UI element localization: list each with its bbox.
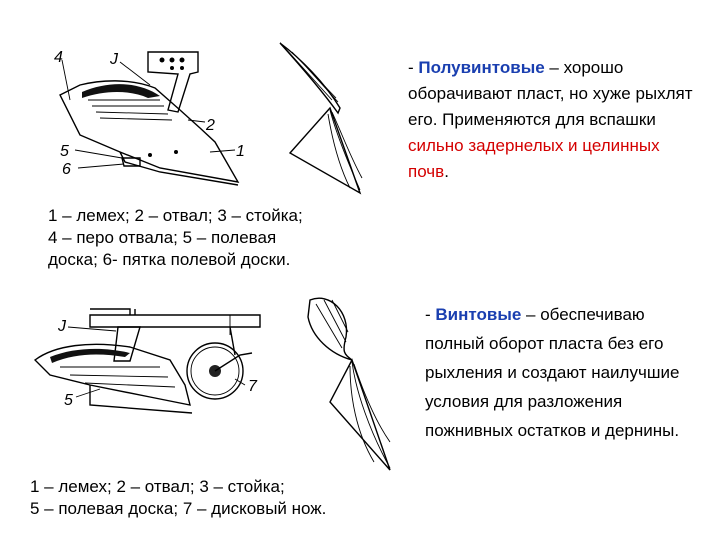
bottom-caption-line: 5 – полевая доска; 7 – дисковый нож. bbox=[30, 499, 327, 518]
top-label-1: 1 bbox=[236, 143, 245, 160]
helical-furrow-slice-sketch bbox=[290, 292, 400, 472]
bottom-description-body: – обеспечиваю полный оборот пласта без его рыхления и создают наилучшие условия для разложения пожнивных остатков и дернины. bbox=[425, 305, 680, 440]
top-description-highlight: сильно задернелых и целинных почв bbox=[408, 136, 660, 181]
top-description-term: Полувинтовые bbox=[418, 58, 545, 77]
top-label-4: 4 bbox=[54, 49, 63, 66]
top-label-2: 2 bbox=[206, 117, 215, 134]
top-description bbox=[408, 55, 700, 185]
top-caption bbox=[48, 205, 368, 271]
top-label-3: J bbox=[110, 51, 118, 68]
bottom-description-prefix: - bbox=[425, 305, 436, 324]
bottom-caption bbox=[30, 476, 410, 520]
bottom-label-3: J bbox=[58, 318, 66, 335]
top-label-6: 6 bbox=[62, 161, 71, 178]
semi-helical-plow-illustration bbox=[40, 40, 290, 190]
bottom-description bbox=[425, 300, 700, 445]
top-caption-line: 4 – перо отвала; 5 – полевая bbox=[48, 228, 277, 247]
top-description-prefix: - bbox=[408, 58, 419, 77]
top-caption-line: 1 – лемех; 2 – отвал; 3 – стойка; bbox=[48, 206, 303, 225]
top-label-5: 5 bbox=[60, 143, 69, 160]
top-description-suffix: . bbox=[444, 162, 449, 181]
bottom-label-7: 7 bbox=[248, 378, 257, 395]
top-description-body: – хорошо оборачивают пласт, но хуже рыхлят его. Применяются для вспашки bbox=[408, 58, 693, 129]
bottom-description-term: Винтовые bbox=[435, 305, 522, 324]
helical-plow-illustration bbox=[30, 305, 270, 445]
top-caption-line: доска; 6- пятка полевой доски. bbox=[48, 250, 291, 269]
bottom-label-5: 5 bbox=[64, 392, 73, 409]
bottom-caption-line: 1 – лемех; 2 – отвал; 3 – стойка; bbox=[30, 477, 285, 496]
semi-helical-furrow-slice-sketch bbox=[270, 38, 380, 198]
